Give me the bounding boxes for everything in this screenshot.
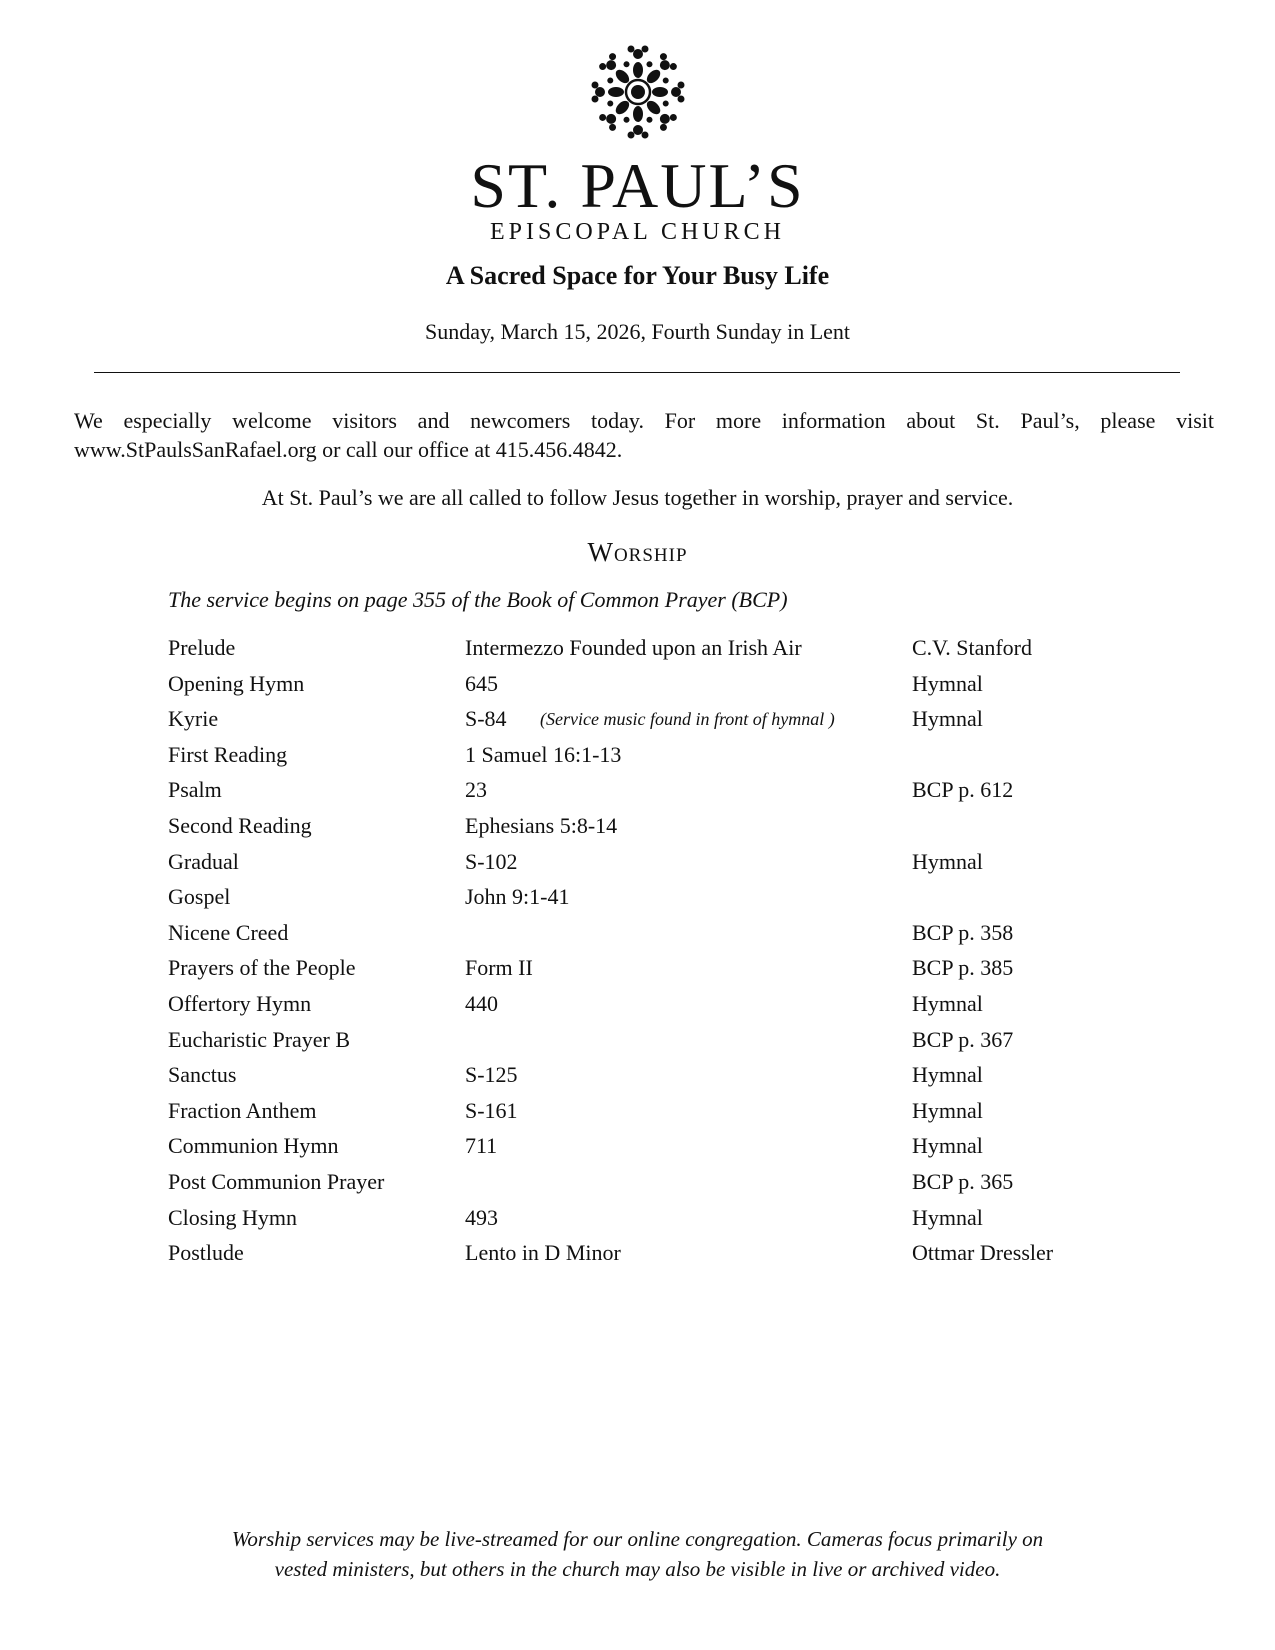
item-source: Ottmar Dressler (912, 1240, 1054, 1266)
service-row-gradual (168, 846, 1108, 882)
service-row-gospel (168, 881, 1108, 917)
service-row-sanctus (168, 1059, 1108, 1095)
item-detail: S-84 (465, 706, 507, 732)
item-name: Communion Hymn (168, 1133, 339, 1159)
item-source: C.V. Stanford (912, 635, 1032, 660)
item-detail: Form II (465, 955, 533, 981)
item-detail: Ephesians 5:8-14 (465, 812, 618, 838)
item-name: Prayers of the People (168, 955, 356, 981)
service-row-first-reading (168, 739, 1108, 775)
item-source: Hymnal (912, 1062, 983, 1088)
welcome-paragraph: We especially welcome visitors and newcomers today. For more information about St. Paul’s, please visit www.StPaulsSanRafael.org or call our office at 415.456.4842. (74, 408, 1214, 462)
item-source: BCP p. 365 (912, 1168, 1014, 1194)
service-row-post-communion-prayer (168, 1166, 1108, 1202)
livestream-notice-line-1: Worship services may be live-streamed for our online congregation. Cameras focus primarily on (231, 1527, 1044, 1551)
item-name: Sanctus (168, 1062, 237, 1088)
service-row-kyrie (168, 703, 1108, 739)
order-of-service (168, 632, 1108, 1273)
item-name: Gospel (168, 884, 231, 910)
item-name: Nicene Creed (168, 919, 289, 945)
item-source: Hymnal (912, 1097, 983, 1123)
item-detail: Lento in D Minor (465, 1240, 621, 1266)
service-row-closing-hymn (168, 1202, 1108, 1238)
item-source: BCP p. 367 (912, 1026, 1014, 1052)
item-detail: 23 (465, 777, 487, 803)
item-source: Hymnal (912, 848, 983, 874)
service-row-prelude (168, 632, 1108, 668)
item-source: BCP p. 612 (912, 777, 1014, 803)
item-name: Opening Hymn (168, 670, 305, 696)
church-name: ST. PAUL’S (470, 150, 805, 221)
item-detail: S-125 (465, 1062, 518, 1088)
service-date: Sunday, March 15, 2026, Fourth Sunday in Lent (424, 319, 851, 344)
service-row-postlude (168, 1237, 1108, 1273)
item-name: Second Reading (168, 812, 312, 838)
service-row-nicene-creed (168, 917, 1108, 953)
service-row-eucharistic-prayer (168, 1024, 1108, 1060)
item-detail: 493 (465, 1204, 498, 1230)
mission-statement: At St. Paul’s we are all called to follow Jesus together in worship, prayer and service. (261, 485, 1014, 510)
worship-heading: Worship (587, 537, 688, 567)
item-source: Hymnal (912, 1133, 983, 1159)
church-subtitle: EPISCOPAL CHURCH (490, 219, 785, 245)
tagline: A Sacred Space for Your Busy Life (445, 261, 830, 290)
service-row-opening-hymn (168, 668, 1108, 704)
service-row-psalm (168, 774, 1108, 810)
item-name: Prelude (168, 635, 236, 660)
divider (94, 372, 1180, 373)
livestream-notice-line-2: vested ministers, but others in the church may also be visible in live or archived video. (274, 1557, 1001, 1581)
item-name: First Reading (168, 741, 288, 767)
rose-window-icon (586, 40, 690, 144)
service-row-offertory-hymn (168, 988, 1108, 1024)
service-row-fraction-anthem (168, 1095, 1108, 1131)
item-source: Hymnal (912, 990, 983, 1016)
item-source: BCP p. 358 (912, 919, 1014, 945)
item-source: Hymnal (912, 1204, 983, 1230)
item-detail: 711 (465, 1133, 498, 1159)
item-note: (Service music found in front of hymnal ) (540, 709, 835, 730)
item-source: Hymnal (912, 706, 983, 732)
item-name: Postlude (168, 1240, 244, 1266)
item-detail: 645 (465, 670, 498, 696)
item-name: Eucharistic Prayer B (168, 1026, 351, 1052)
livestream-notice (0, 1524, 1275, 1584)
item-name: Kyrie (168, 706, 219, 732)
item-source: Hymnal (912, 670, 983, 696)
item-detail: 440 (465, 990, 498, 1016)
church-logo (0, 40, 1275, 149)
item-detail: Intermezzo Founded upon an Irish Air (465, 635, 802, 660)
item-name: Gradual (168, 848, 239, 874)
item-detail: 1 Samuel 16:1-13 (465, 741, 622, 767)
item-name: Fraction Anthem (168, 1097, 317, 1123)
item-name: Post Communion Prayer (168, 1168, 385, 1194)
item-detail: S-161 (465, 1097, 518, 1123)
bcp-note: The service begins on page 355 of the Book of Common Prayer (BCP) (168, 587, 788, 612)
item-name: Closing Hymn (168, 1204, 297, 1230)
item-name: Psalm (168, 777, 222, 803)
service-row-communion-hymn (168, 1130, 1108, 1166)
service-row-second-reading (168, 810, 1108, 846)
item-detail: S-102 (465, 848, 518, 874)
item-detail: John 9:1-41 (465, 884, 570, 910)
service-row-prayers-of-the-people (168, 952, 1108, 988)
item-name: Offertory Hymn (168, 990, 312, 1016)
item-source: BCP p. 385 (912, 955, 1014, 981)
